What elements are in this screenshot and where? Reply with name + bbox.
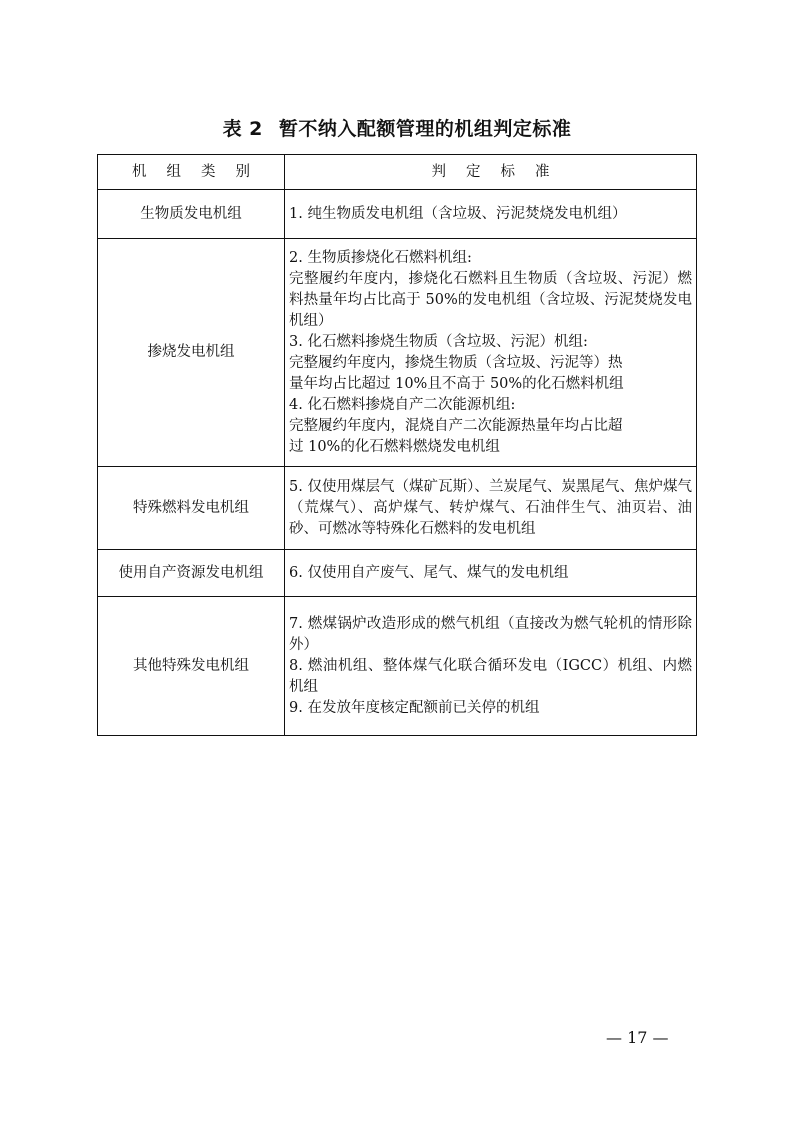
row-category: 特殊燃料发电机组	[98, 467, 285, 550]
table-header-row	[98, 155, 697, 190]
criteria-line: 1. 纯生物质发电机组（含垃圾、污泥焚烧发电机组）	[289, 205, 627, 222]
criteria-line: 8. 燃油机组、整体煤气化联合循环发电（IGCC）机组、内燃机组	[289, 657, 692, 695]
table-label: 表 2	[222, 118, 263, 140]
row-criteria	[285, 239, 697, 467]
criteria-line: 9. 在发放年度核定配额前已关停的机组	[289, 699, 540, 716]
table-title-text: 暂不纳入配额管理的机组判定标准	[278, 118, 572, 140]
criteria-line: 2. 生物质掺烧化石燃料机组:	[289, 249, 472, 266]
row-category: 生物质发电机组	[98, 190, 285, 239]
criteria-line: 完整履约年度内，混烧自产二次能源热量年均占比超	[289, 417, 623, 434]
page-number: — 17 —	[606, 1028, 669, 1047]
row-category: 其他特殊发电机组	[98, 597, 285, 736]
criteria-line: 完整履约年度内，掺烧化石燃料且生物质（含垃圾、污泥）燃料热量年均占比高于 50%的发电机组（含垃圾、污泥焚烧发电机组）	[289, 270, 692, 329]
row-criteria	[285, 597, 697, 736]
criteria-line: 过 10%的化石燃料燃烧发电机组	[289, 438, 500, 455]
header-category: 机组类别	[98, 155, 285, 190]
row-category: 使用自产资源发电机组	[98, 550, 285, 597]
row-category: 掺烧发电机组	[98, 239, 285, 467]
criteria-line: 6. 仅使用自产废气、尾气、煤气的发电机组	[289, 564, 569, 581]
table-row	[98, 190, 697, 239]
criteria-line: 完整履约年度内，掺烧生物质（含垃圾、污泥等）热	[289, 354, 623, 371]
row-criteria	[285, 190, 697, 239]
row-criteria	[285, 550, 697, 597]
criteria-line: 3. 化石燃料掺烧生物质（含垃圾、污泥）机组:	[289, 333, 588, 350]
criteria-table	[97, 154, 697, 736]
criteria-line: 4. 化石燃料掺烧自产二次能源机组:	[289, 396, 516, 413]
table-row	[98, 597, 697, 736]
criteria-line: 量年均占比超过 10%且不高于 50%的化石燃料机组	[289, 375, 624, 392]
table-title	[0, 114, 794, 141]
row-criteria	[285, 467, 697, 550]
table-row	[98, 467, 697, 550]
header-criteria: 判定标准	[285, 155, 697, 190]
table-row	[98, 550, 697, 597]
table-row	[98, 239, 697, 467]
criteria-line: 7. 燃煤锅炉改造形成的燃气机组（直接改为燃气轮机的情形除外）	[289, 615, 692, 653]
criteria-line: 5. 仅使用煤层气（煤矿瓦斯）、兰炭尾气、炭黑尾气、焦炉煤气（荒煤气）、高炉煤气、转炉煤气、石油伴生气、油页岩、油砂、可燃冰等特殊化石燃料的发电机组	[289, 478, 692, 537]
